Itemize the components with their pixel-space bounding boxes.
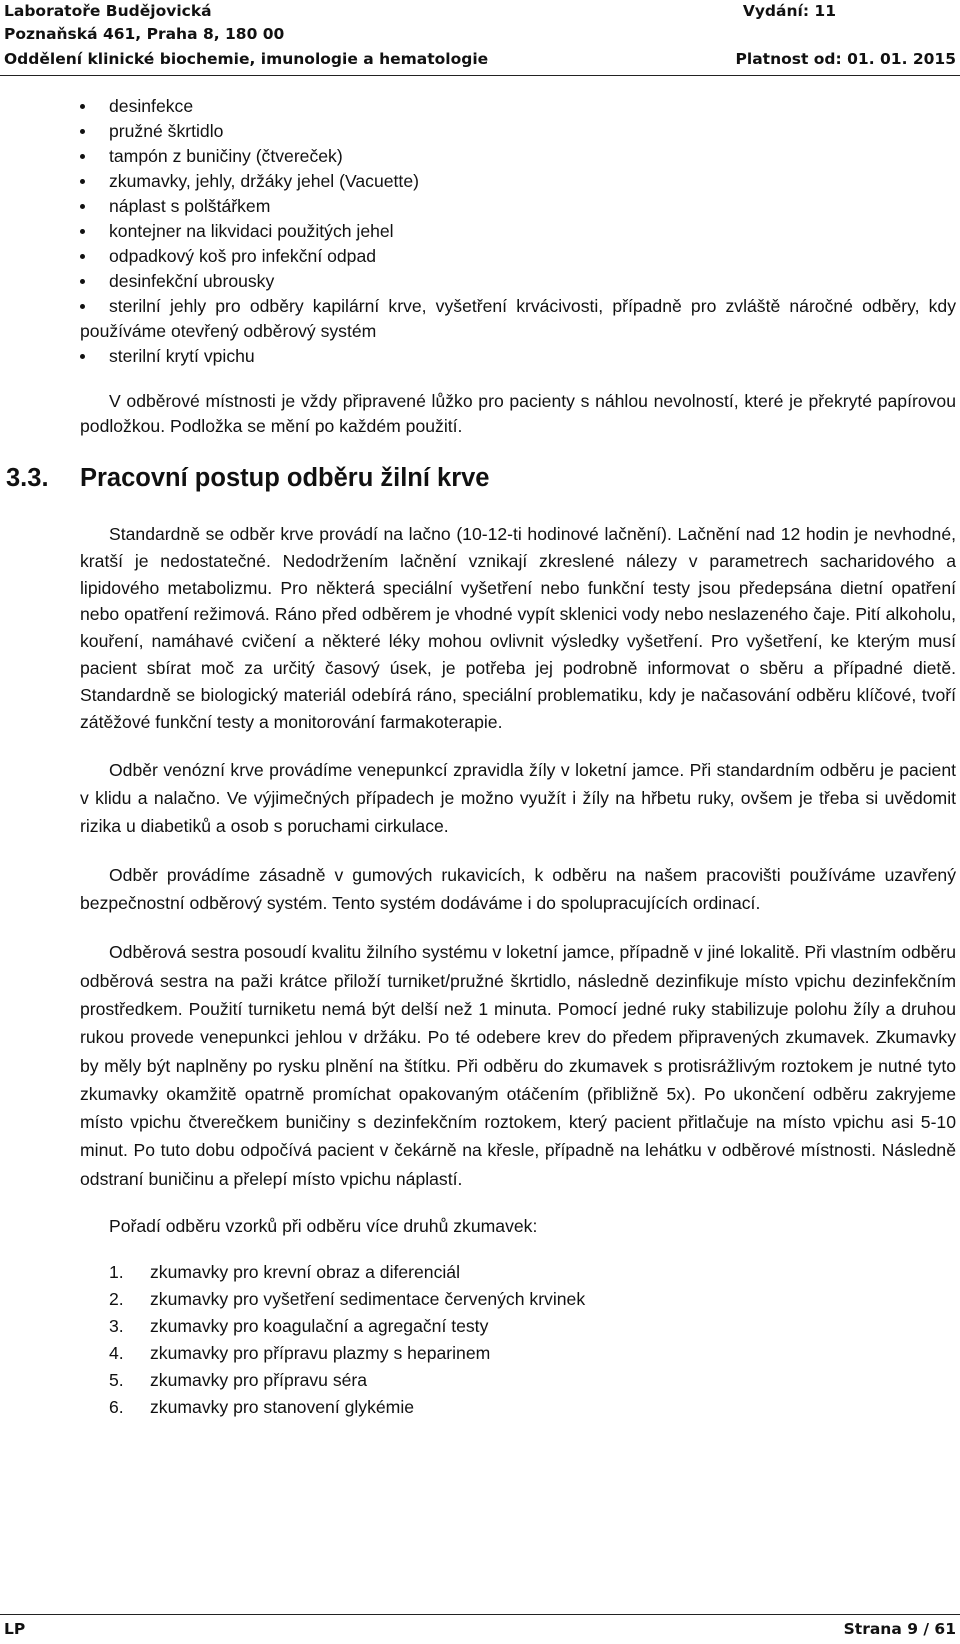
header-row-3: [4, 46, 956, 72]
step-text: zkumavky pro krevní obraz a diferenciál: [150, 1262, 460, 1283]
validity-date: 01. 01. 2015: [847, 50, 956, 68]
department-name: Oddělení klinické biochemie, imunologie a hematologie: [4, 50, 489, 68]
list-item: [80, 1286, 956, 1313]
list-item: odpadkový koš pro infekční odpad: [80, 244, 956, 269]
section-heading: [6, 457, 956, 499]
page-number: Strana 9 / 61: [843, 1620, 956, 1638]
list-item: [80, 1367, 956, 1394]
paragraph-gloves: Odběr provádíme zásadně v gumových rukavicích, k odběru na našem pracovišti používáme uzavřený bezpečnostní odběrový systém. Tento systém dodáváme i do spolupracujících ordinací.: [80, 865, 956, 914]
step-number: 2.: [109, 1289, 124, 1310]
step-text: zkumavky pro stanovení glykémie: [150, 1397, 415, 1418]
order-steps-list: [80, 1259, 956, 1421]
validity-label: Platnost od:: [735, 50, 842, 68]
step-number: 3.: [109, 1316, 124, 1337]
paragraph-bed: V odběrové místnosti je vždy připravené lůžko pro pacienty s náhlou nevolností, které je překryté papírovou podložkou. Podložka se mění po každém použití.: [80, 391, 956, 436]
paragraph-procedure: Odběrová sestra posoudí kvalitu žilního systému v loketní jamce, případně v jiné lokalitě. Při vlastním odběru odběrová sestra na paži krátce přiloží turniket/pružné škrtidlo, následně dezinfikuje místo vpichu dezinfekčním prostředkem. Použití turniketu nemá být delší než 1 minuta. Pomocí jedné ruky stabilizuje polohu žíly a druhou rukou provede venepunkci jehlou v držáku. Po té odebere krev do předem připravených zkumavek. Zkumavky by měly být naplněny po rysku plnění na štítku. Při odběru do zkumavek s protisrážlivým roztokem je nutné tyto zkumavky okamžitě opatrně promíchat opakovaným otáčením (přibližně 5x). Po ukončení odběru zakryjeme místo vpichu čtverečkem buničiny s dezinfekčním roztokem, který pacient přitlačuje na místo vpichu asi 5-10 minut. Po tuto dobu odpočívá pacient v čekárně na křesle, případně na lehátku v odběrové místnosti. Následně odstraní buničinu a přelepí místo vpichu náplastí.: [80, 942, 956, 1189]
list-item: [80, 1313, 956, 1340]
step-text: zkumavky pro přípravu plazmy s heparinem: [150, 1343, 491, 1364]
edition-label: Vydání: 11: [742, 2, 836, 20]
supplies-list: [80, 94, 956, 369]
step-text: zkumavky pro koagulační a agregační testy: [150, 1316, 489, 1337]
step-number: 1.: [109, 1262, 124, 1283]
list-item: [80, 1394, 956, 1421]
page-footer: [0, 1614, 960, 1644]
paragraph-venous: Odběr venózní krve provádíme venepunkcí zpravidla žíly v loketní jamce. Při standardním odběru je pacient v klidu a nalačno. Ve výjimečných případech je možno využít i žíly na hřbetu ruky, ovšem je třeba si uvědomit rizika u diabetiků a osob s poruchami cirkulace.: [80, 760, 956, 837]
list-item: pružné škrtidlo: [80, 119, 956, 144]
step-text: zkumavky pro vyšetření sedimentace červených krvinek: [150, 1289, 586, 1310]
list-item: [80, 1259, 956, 1286]
validity: [736, 46, 956, 72]
list-item: [80, 1340, 956, 1367]
paragraph-standard: Standardně se odběr krve provádí na lačno (10-12-ti hodinové lačnění). Lačnění nad 12 hodin je nevhodné, kratší je nedostatečné. Nedodržením lačnění vznikají zkreslené nálezy v parametrech sacharidového a lipidového metabolizmu. Pro některá speciální vyšetření nebo funkční testy jsou předepsána dietní opatření nebo opatření režimová. Ráno před odběrem je vhodné vypít sklenici vody nebo neslazeného čaje. Pití alkoholu, kouření, namáhavé cvičení a některé léky mohou ovlivnit výsledky vyšetření. Pro vyšetření, ke kterým musí pacient sbírat moč za určitý časový úsek, je potřeba jej podrobně informovat o sběru a případné dietě. Standardně se biologický materiál odebírá ráno, speciální problematiku, kdy je načasování odběru klíčové, tvoří zátěžové funkční testy a monitorování farmakoterapie.: [80, 524, 956, 732]
lab-name: Laboratoře Budějovická: [4, 2, 212, 20]
order-intro: Pořadí odběru vzorků při odběru více druhů zkumavek:: [109, 1216, 538, 1237]
section-number: 3.3.: [6, 464, 49, 492]
lab-address: Poznaňská 461, Praha 8, 180 00: [4, 25, 285, 43]
list-item: náplast s polštářkem: [80, 194, 956, 219]
list-item: desinfekční ubrousky: [80, 269, 956, 294]
list-item: desinfekce: [80, 94, 956, 119]
step-number: 4.: [109, 1343, 124, 1364]
header-divider: [0, 75, 960, 76]
list-item: sterilní krytí vpichu: [80, 344, 956, 369]
document-body: [6, 94, 956, 1421]
step-text: zkumavky pro přípravu séra: [150, 1370, 368, 1391]
page-header: [0, 0, 960, 78]
step-number: 6.: [109, 1397, 124, 1418]
step-number: 5.: [109, 1370, 124, 1391]
footer-divider: [0, 1614, 960, 1615]
list-item: kontejner na likvidaci použitých jehel: [80, 219, 956, 244]
section-title: Pracovní postup odběru žilní krve: [80, 464, 490, 492]
list-item: tampón z buničiny (čtvereček): [80, 144, 956, 169]
list-item: sterilní jehly pro odběry kapilární krve, vyšetření krvácivosti, případně pro zvláště náročné odběry, kdy používáme otevřený odběrový systém: [80, 294, 956, 344]
header-row-2: [4, 21, 956, 47]
footer-label: LP: [4, 1620, 26, 1638]
list-item: zkumavky, jehly, držáky jehel (Vacuette): [80, 169, 956, 194]
